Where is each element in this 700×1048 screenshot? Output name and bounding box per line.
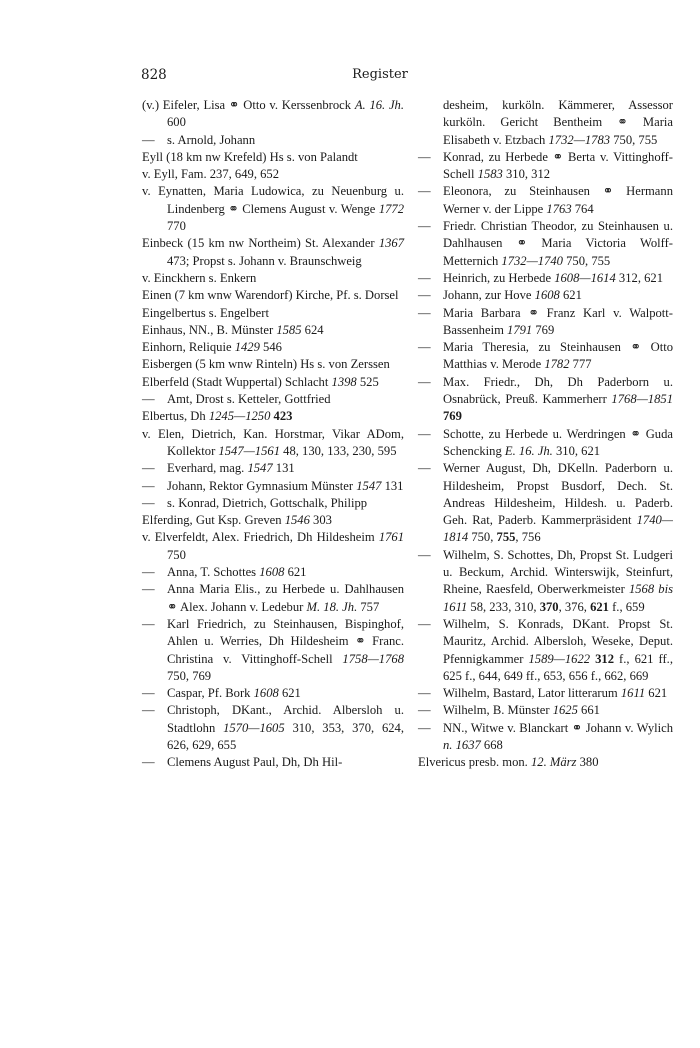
repeat-dash: — [142,565,155,580]
repeat-dash: — [418,340,431,355]
entry-text: Schotte, zu Herbede u. Werdringen ⚭ Guda Schencking [443,426,673,458]
entry-text: Max. Friedr., Dh, Dh Paderborn u. Osnabrück, Preuß. Kammerherr [443,374,673,407]
date-text: 1570—1605 [223,720,285,735]
index-subentry [418,374,673,426]
date-text: 1768—1851 [611,392,673,407]
date-text: 1732—1740 [501,253,563,268]
index-subentry [418,270,673,287]
date-text: 1547 [356,478,382,493]
repeat-dash: — [418,219,431,234]
entry-text: Eyll (18 km nw Krefeld) Hs s. von Palandt [142,149,358,164]
entry-text: Caspar, Pf. Bork [167,686,254,701]
page-ref-bold: 370 [539,599,559,614]
entry-text: NN., Witwe v. Blanckart ⚭ Johann v. Wylich [443,720,673,735]
entry-text: Johann, zur Hove [443,288,535,303]
repeat-dash: — [142,392,155,407]
index-subentry [418,218,673,270]
entry-text: Eleonora, zu Steinhausen ⚭ Hermann Werner v. der Lippe [443,184,673,216]
entry-text: , 376, [558,599,591,614]
entry-text: Wilhelm, S. Konrads, DKant. Propst St. Mauritz, Archid. Albersloh, Weseke, Deput. Pfennigkammer [443,616,673,666]
index-subentry [142,616,404,685]
entry-text: Maria Theresia, zu Steinhausen ⚭ Otto Matthias v. Merode [443,340,673,372]
date-text: 1429 [234,340,260,355]
entry-text: Einen (7 km wnw Warendorf) Kirche, Pf. s. Dorsel [142,288,399,303]
repeat-dash: — [418,184,431,199]
entry-text: 668 [480,737,503,752]
entry-text: Einhaus, NN., B. Münster [142,322,277,337]
repeat-dash: — [418,686,431,701]
entry-text: 310, 621 [552,443,601,458]
date-text: A. 16. Jh. [354,98,404,112]
date-text: 1625 [552,703,578,718]
entry-text: 770 [167,219,186,234]
entry-text: Wilhelm, S. Schottes, Dh, Propst St. Ludgeri u. Beckum, Archid. Winterswijk, Steinfurt, Rheine, Raesfeld, Oberwerkmeister [443,547,673,597]
index-subentry [418,149,673,184]
entry-text: 750, [468,530,497,545]
entry-text: Eingelbertus s. Engelbert [142,305,269,320]
running-title: Register [352,67,408,82]
date-text: 1758—1768 [342,651,404,666]
repeat-dash: — [142,478,155,493]
index-subentry [418,287,673,304]
index-subentry [142,564,404,581]
date-text: E. 16. Jh. [504,443,553,458]
index-column-right [418,97,673,772]
entry-text: Werner August, Dh, DKelln. Paderborn u. Hildesheim, Propst Busdorf, Dech. St. Andreas Hildesheim, Hildesh. u. Paderb. Geh. Rat, Paderb. Kammerpräsident [443,461,673,528]
index-subentry [418,339,673,374]
entry-text: 621 [645,686,668,701]
entry-text: f., 659 [608,599,645,614]
date-text: 1589—1622 [528,651,591,666]
index-subentry [142,581,404,616]
entry-text: v. Einckhern s. Enkern [142,270,257,285]
date-text: 1546 [284,513,310,528]
entry-text: 750, 755 [562,253,611,268]
index-entry [142,426,404,461]
index-entry [142,356,404,373]
index-entry-continuation [418,97,673,149]
entry-text: (v.) Eifeler, Lisa ⚭ Otto v. Kerssenbrock [142,98,355,112]
entry-text: 312, 621 [615,270,664,285]
entry-text: 621 [284,565,307,580]
entry-text: 473; Propst s. Johann v. Braunschweig [167,253,362,268]
index-subentry [418,183,673,218]
entry-text: Wilhelm, B. Münster [443,703,553,718]
repeat-dash: — [418,703,431,718]
date-text: 1732—1783 [548,132,611,147]
repeat-dash: — [142,461,155,476]
date-text: 1547—1561 [218,443,280,458]
repeat-dash: — [418,461,431,476]
repeat-dash: — [418,374,431,389]
entry-text: 380 [576,755,599,770]
date-text: 1585 [276,322,302,337]
index-subentry [142,391,404,408]
entry-text: 310, 353, 370, 624, 626, 629, 655 [167,720,404,752]
index-entry [142,97,404,132]
date-text: 1608 [253,686,279,701]
entry-text: 661 [577,703,600,718]
date-text: 1761 [378,530,404,545]
entry-text: 48, 130, 133, 230, 595 [280,443,397,458]
entry-text: Heinrich, zu Herbede [443,270,555,285]
date-text: 1611 [620,686,646,701]
entry-text: v. Elen, Dietrich, Kan. Horstmar, Vikar ADom, Kollektor [142,426,404,458]
index-subentry [418,426,673,461]
index-entry [142,408,404,425]
entry-text: 303 [309,513,332,528]
date-text: 1763 [546,201,572,216]
repeat-dash: — [418,288,431,303]
entry-text: 764 [571,201,594,216]
index-subentry [418,616,673,685]
index-subentry [418,720,673,755]
entry-text: Amt, Drost s. Ketteler, Gottfried [167,392,331,407]
repeat-dash: — [142,755,155,770]
page-ref-bold: 769 [443,409,462,424]
entry-text: 624 [301,322,324,337]
entry-text: 131 [381,478,404,493]
entry-text: v. Eyll, Fam. 237, 649, 652 [142,167,280,182]
page-ref-bold: 312 [595,651,614,666]
entry-text: s. Konrad, Dietrich, Gottschalk, Philipp [167,495,368,510]
index-entry [142,305,404,322]
index-entry [142,235,404,270]
entry-text: 769 [532,322,555,337]
index-entry [142,149,404,166]
date-text: n. 1637 [443,737,481,752]
date-text: 1608 [534,288,560,303]
index-subentry [418,305,673,340]
date-text: 1367 [378,236,404,251]
entry-text: 525 [356,374,379,389]
date-text: 1772 [378,201,404,216]
index-subentry [142,702,404,754]
index-entry [142,270,404,287]
entry-text: 621 [559,288,582,303]
repeat-dash: — [418,547,431,562]
index-entry [142,374,404,391]
entry-text: f., 621 ff., 625 f., 644, 649 ff., 653, 656 f., 662, 669 [443,651,673,683]
entry-text: Einbeck (15 km nw Northeim) St. Alexander [142,236,379,251]
entry-text: 777 [569,357,592,372]
entry-text: Konrad, zu Herbede ⚭ Berta v. Vittinghoff-Schell [443,149,673,182]
index-subentry [418,547,673,616]
entry-text: Clemens August Paul, Dh, Dh Hil- [167,755,343,770]
repeat-dash: — [418,426,431,441]
repeat-dash: — [142,495,155,510]
index-entry [142,529,404,564]
entry-text: Karl Friedrich, zu Steinhausen, Bispinghof, Ahlen u. Werries, Dh Hildesheim ⚭ Franc. Christina v. Vittinghoff-Schell [167,616,404,666]
entry-text: 310, 312 [502,167,551,182]
index-subentry [142,478,404,495]
date-text: 1608—1614 [554,270,616,285]
entry-text: , 756 [515,530,541,545]
date-text: 1791 [507,322,533,337]
index-entry [142,339,404,356]
date-text: M. 18. Jh. [306,599,358,614]
date-text: 1398 [331,374,357,389]
page-ref-bold: 423 [273,409,293,424]
entry-text: Anna Maria Elis., zu Herbede u. Dahlhausen ⚭ Alex. Johann v. Ledebur [167,582,404,614]
date-text: 1608 [259,565,285,580]
entry-text: Maria Barbara ⚭ Franz Karl v. Walpott-Bassenheim [443,305,673,337]
index-subentry [418,460,673,546]
index-entry [418,754,673,771]
entry-text: Elberfeld (Stadt Wuppertal) Schlacht [142,374,332,389]
repeat-dash: — [142,582,155,597]
entry-text: 131 [272,461,295,476]
date-text: 12. März [530,755,577,770]
entry-text: 750 [167,547,186,562]
date-text: 1740—1814 [443,513,673,545]
repeat-dash: — [418,720,431,735]
repeat-dash: — [142,616,155,631]
index-column-left [142,97,404,772]
entry-text: s. Arnold, Johann [167,132,256,147]
index-subentry [142,132,404,149]
date-text: 1568 bis 1611 [443,582,673,614]
repeat-dash: — [418,270,431,285]
entry-text: 757 [357,599,380,614]
entry-text: 621 [278,686,301,701]
index-subentry [142,754,404,771]
entry-text: Einhorn, Reliquie [142,340,235,355]
page-ref-bold: 755 [496,530,516,545]
date-text: 1547 [247,461,273,476]
index-entry [142,512,404,529]
entry-text: Eisbergen (5 km wnw Rinteln) Hs s. von Zerssen [142,357,390,372]
repeat-dash: — [142,132,155,147]
index-subentry [142,460,404,477]
entry-text: Everhard, mag. [167,461,248,476]
date-text: 1782 [544,357,570,372]
entry-text: Johann, Rektor Gymnasium Münster [167,478,357,493]
repeat-dash: — [142,703,155,718]
entry-text: 546 [259,340,282,355]
date-text: 1245—1250 [208,409,271,424]
entry-text: 58, 233, 310, [467,599,540,614]
date-text: 1583 [477,167,503,182]
entry-text: v. Elverfeldt, Alex. Friedrich, Dh Hildesheim [142,530,379,545]
entry-text: 750, 755 [610,132,658,147]
entry-text: 750, 769 [167,668,212,683]
index-entry [142,322,404,339]
index-entry [142,183,404,235]
entry-text: Anna, T. Schottes [167,565,260,580]
index-entry [142,287,404,304]
index-subentry [142,495,404,512]
index-subentry [418,685,673,702]
entry-text: Friedr. Christian Theodor, zu Steinhausen u. Dahlhausen ⚭ Maria Victoria Wolff-Metternich [443,219,673,268]
entry-text: desheim, kurköln. Kämmerer, Assessor kurköln. Gericht Bentheim ⚭ Maria Elisabeth v. Etzbach [443,98,673,147]
entry-text: Elbertus, Dh [142,409,209,424]
entry-text: v. Eynatten, Maria Ludowica, zu Neuenburg u. Lindenberg ⚭ Clemens August v. Wenge [142,184,404,216]
entry-text: Christoph, DKant., Archid. Albersloh u. Stadtlohn [167,703,404,735]
repeat-dash: — [142,686,155,701]
repeat-dash: — [418,616,431,631]
entry-text: Elferding, Gut Ksp. Greven [142,513,285,528]
repeat-dash: — [418,305,431,320]
index-subentry [418,702,673,719]
entry-text: Wilhelm, Bastard, Lator litterarum [443,686,621,701]
index-subentry [142,685,404,702]
entry-text: 600 [167,115,186,130]
entry-text: Elvericus presb. mon. [418,755,531,770]
index-entry [142,166,404,183]
page-ref-bold: 621 [590,599,609,614]
page-number: 828 [141,67,167,83]
repeat-dash: — [418,149,431,164]
